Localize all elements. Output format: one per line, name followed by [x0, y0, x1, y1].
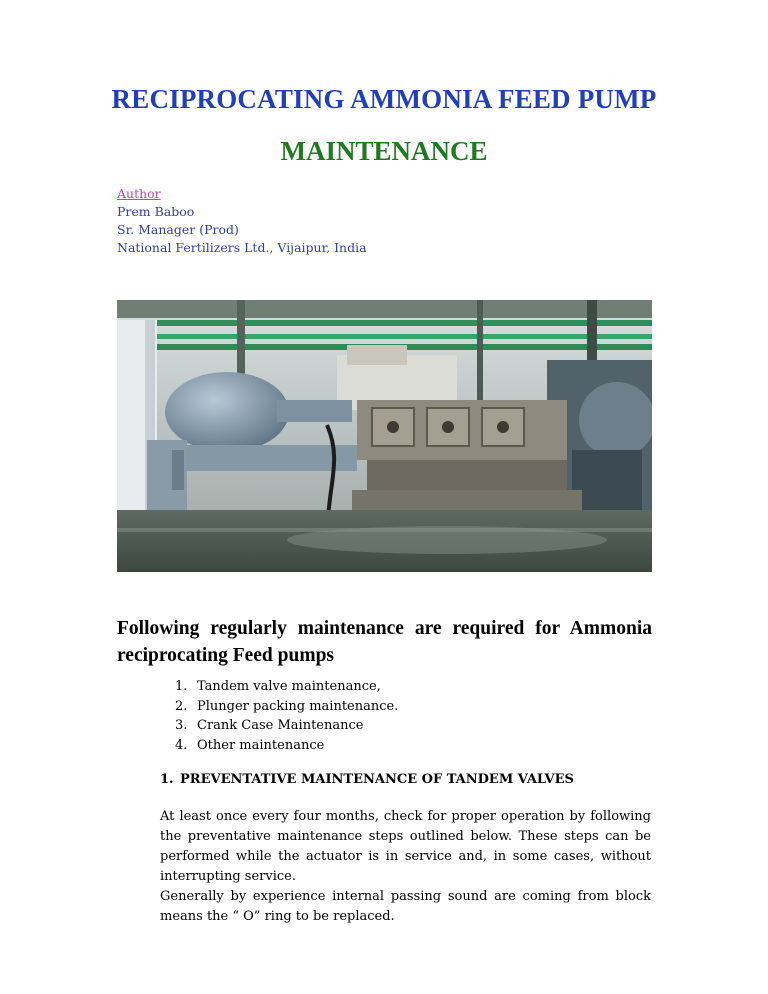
list-item: 4. Other maintenance	[175, 737, 325, 753]
document-title-line1: RECIPROCATING AMMONIA FEED PUMP	[111, 84, 657, 114]
pump-photo	[117, 300, 652, 572]
section-body	[160, 807, 651, 927]
section-paragraph: At least once every four months, check for proper operation by following the preventative maintenance steps outlined below. These steps can be performed while the actuator is in service and, in some cases, without interrupting service.	[160, 809, 651, 884]
maintenance-task-list	[175, 677, 398, 755]
list-item: 3. Crank Case Maintenance	[175, 718, 364, 733]
list-item: 2. Plunger packing maintenance.	[175, 698, 399, 714]
list-item: 1. Tandem valve maintenance,	[175, 679, 381, 694]
author-block	[117, 185, 367, 257]
intro-heading: Following regularly maintenance are required for Ammonia reciprocating Feed pumps	[117, 618, 652, 666]
author-name: Prem Baboo	[117, 204, 195, 219]
author-organization: National Fertilizers Ltd., Vijaipur, India	[117, 240, 367, 255]
document-title-line2: MAINTENANCE	[280, 136, 488, 166]
author-label: Author	[117, 186, 161, 201]
author-designation: Sr. Manager (Prod)	[117, 222, 239, 237]
section-paragraph: Generally by experience internal passing sound are coming from block means the “ O” ring to be replaced.	[160, 889, 651, 924]
section-heading: 1. PREVENTATIVE MAINTENANCE OF TANDEM VALVES	[160, 772, 574, 787]
